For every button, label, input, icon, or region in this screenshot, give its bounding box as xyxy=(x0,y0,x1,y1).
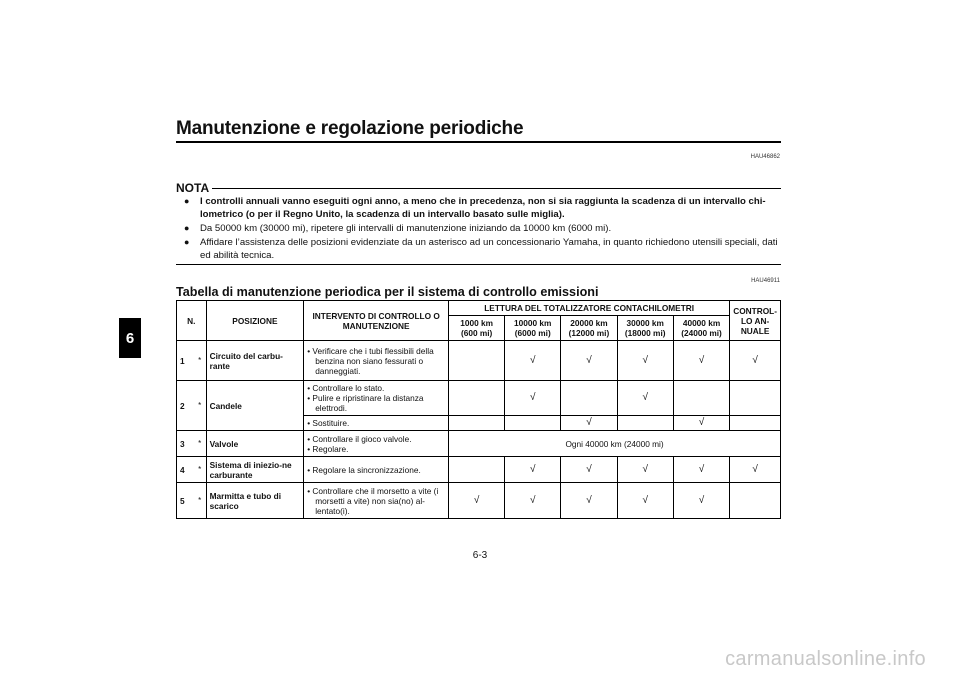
row-actions xyxy=(304,457,449,483)
table-row xyxy=(177,483,781,519)
row-number: 4 xyxy=(177,457,197,483)
action-item: • Controllare il gioco valvole. xyxy=(307,433,412,444)
check-cell xyxy=(730,381,781,416)
asterisk: * xyxy=(197,381,206,431)
check-cell: √ xyxy=(730,457,781,483)
check-cell xyxy=(673,381,729,416)
row-position: Marmitta e tubo di scarico xyxy=(206,483,304,519)
header-km xyxy=(673,316,729,341)
check-cell: √ xyxy=(673,416,729,431)
check-cell xyxy=(730,416,781,431)
row-position: Candele xyxy=(206,381,304,431)
km-value: 20000 km xyxy=(570,318,608,328)
row-actions xyxy=(304,431,449,457)
check-cell: √ xyxy=(673,457,729,483)
row-actions xyxy=(304,381,449,416)
nota-item-text: I controlli annuali vanno eseguiti ogni anno, a meno che in precedenza, non si sia raggiunta la scadenza di un intervallo chi-lometrico (o per il Regno Unito, la scadenza di un intervallo basato sulle miglia). xyxy=(200,196,766,220)
check-cell: √ xyxy=(617,457,673,483)
header-km xyxy=(617,316,673,341)
row-number: 1 xyxy=(177,341,197,381)
check-cell xyxy=(449,381,505,416)
check-cell: √ xyxy=(505,381,561,416)
page-title: Manutenzione e regolazione periodiche xyxy=(176,118,524,139)
mi-value: (600 mi) xyxy=(460,328,493,338)
action-item: • Pulire e ripristinare la distanza elettrodi. xyxy=(307,393,424,413)
check-cell xyxy=(505,416,561,431)
nota-item xyxy=(184,222,781,235)
header-km xyxy=(561,316,617,341)
row-position: Sistema di iniezio-ne carburante xyxy=(206,457,304,483)
chapter-tab: 6 xyxy=(119,318,141,358)
header-position: POSIZIONE xyxy=(206,301,304,341)
km-value: 10000 km xyxy=(514,318,552,328)
action-item: • Regolare. xyxy=(307,443,349,454)
bullet-icon: ● xyxy=(184,237,190,247)
km-value: 30000 km xyxy=(626,318,664,328)
check-cell: √ xyxy=(505,341,561,381)
bullet-icon: ● xyxy=(184,196,190,206)
check-cell xyxy=(730,483,781,519)
section-code: HAU46911 xyxy=(751,278,780,284)
nota-end-rule xyxy=(176,264,781,265)
check-cell: √ xyxy=(730,341,781,381)
row-number: 3 xyxy=(177,431,197,457)
nota-code: HAU46862 xyxy=(750,154,780,160)
bullet-icon: ● xyxy=(184,223,190,233)
check-cell: √ xyxy=(673,341,729,381)
km-value: 40000 km xyxy=(682,318,721,328)
asterisk: * xyxy=(197,431,206,457)
maintenance-table xyxy=(176,300,781,519)
table-row xyxy=(177,457,781,483)
table-row xyxy=(177,381,781,416)
title-rule xyxy=(176,141,781,143)
row-position: Valvole xyxy=(206,431,304,457)
header-odometer: LETTURA DEL TOTALIZZATORE CONTACHILOMETRI xyxy=(449,301,730,316)
check-cell xyxy=(449,416,505,431)
watermark: carmanualsonline.info xyxy=(725,648,926,670)
table-row xyxy=(177,431,781,457)
table-row xyxy=(177,341,781,381)
row-actions xyxy=(304,416,449,431)
nota-label: NOTA xyxy=(176,181,210,195)
check-cell: √ xyxy=(617,341,673,381)
row-actions xyxy=(304,341,449,381)
asterisk: * xyxy=(197,457,206,483)
action-item: • Controllare lo stato. xyxy=(307,383,385,393)
check-cell xyxy=(561,381,617,416)
check-cell: √ xyxy=(617,483,673,519)
action-item: • Regolare la sincronizzazione. xyxy=(307,464,421,475)
asterisk: * xyxy=(197,483,206,519)
action-item: • Sostituire. xyxy=(307,418,350,428)
check-cell: √ xyxy=(561,341,617,381)
km-value: 1000 km xyxy=(460,318,494,328)
header-annual-control: CONTROL-LO AN-NUALE xyxy=(730,301,781,341)
row-actions xyxy=(304,483,449,519)
check-cell: √ xyxy=(561,416,617,431)
asterisk: * xyxy=(197,341,206,381)
row-position: Circuito del carbu-rante xyxy=(206,341,304,381)
check-cell: √ xyxy=(673,483,729,519)
section-title: Tabella di manutenzione periodica per il sistema di controllo emissioni xyxy=(176,285,599,299)
nota-item xyxy=(184,236,781,262)
check-cell: √ xyxy=(505,483,561,519)
action-item: • Controllare che il morsetto a vite (i morsetti a vite) non sia(no) al-lentato(i). xyxy=(307,485,439,516)
mi-value: (24000 mi) xyxy=(681,328,722,338)
interval-note: Ogni 40000 km (24000 mi) xyxy=(449,431,781,457)
mi-value: (18000 mi) xyxy=(624,328,666,338)
header-km xyxy=(505,316,561,341)
check-cell: √ xyxy=(505,457,561,483)
row-number: 5 xyxy=(177,483,197,519)
check-cell: √ xyxy=(617,381,673,416)
mi-value: (12000 mi) xyxy=(568,328,610,338)
header-intervention: INTERVENTO DI CONTROLLO O MANUTENZIONE xyxy=(304,301,449,341)
page-number: 6-3 xyxy=(472,550,488,561)
check-cell: √ xyxy=(561,457,617,483)
header-km xyxy=(449,316,505,341)
check-cell xyxy=(617,416,673,431)
nota-item-text: Da 50000 km (30000 mi), ripetere gli intervalli di manutenzione iniziando da 10000 km (6000 mi). xyxy=(200,223,612,234)
mi-value: (6000 mi) xyxy=(514,328,551,338)
nota-rule xyxy=(212,188,781,189)
check-cell xyxy=(449,341,505,381)
action-item: • Verificare che i tubi flessibili della benzina non siano fessurati o danneggiati. xyxy=(307,345,434,376)
nota-item-text: Affidare l’assistenza delle posizioni evidenziate da un asterisco ad un concessionario Yamaha, in quanto richiedono utensili speciali, dati ed abilità tecnica. xyxy=(200,237,778,261)
row-number: 2 xyxy=(177,381,197,431)
check-cell: √ xyxy=(561,483,617,519)
nota-list xyxy=(184,195,781,263)
check-cell xyxy=(449,457,505,483)
nota-item xyxy=(184,195,781,221)
header-n: N. xyxy=(177,301,207,341)
check-cell: √ xyxy=(449,483,505,519)
